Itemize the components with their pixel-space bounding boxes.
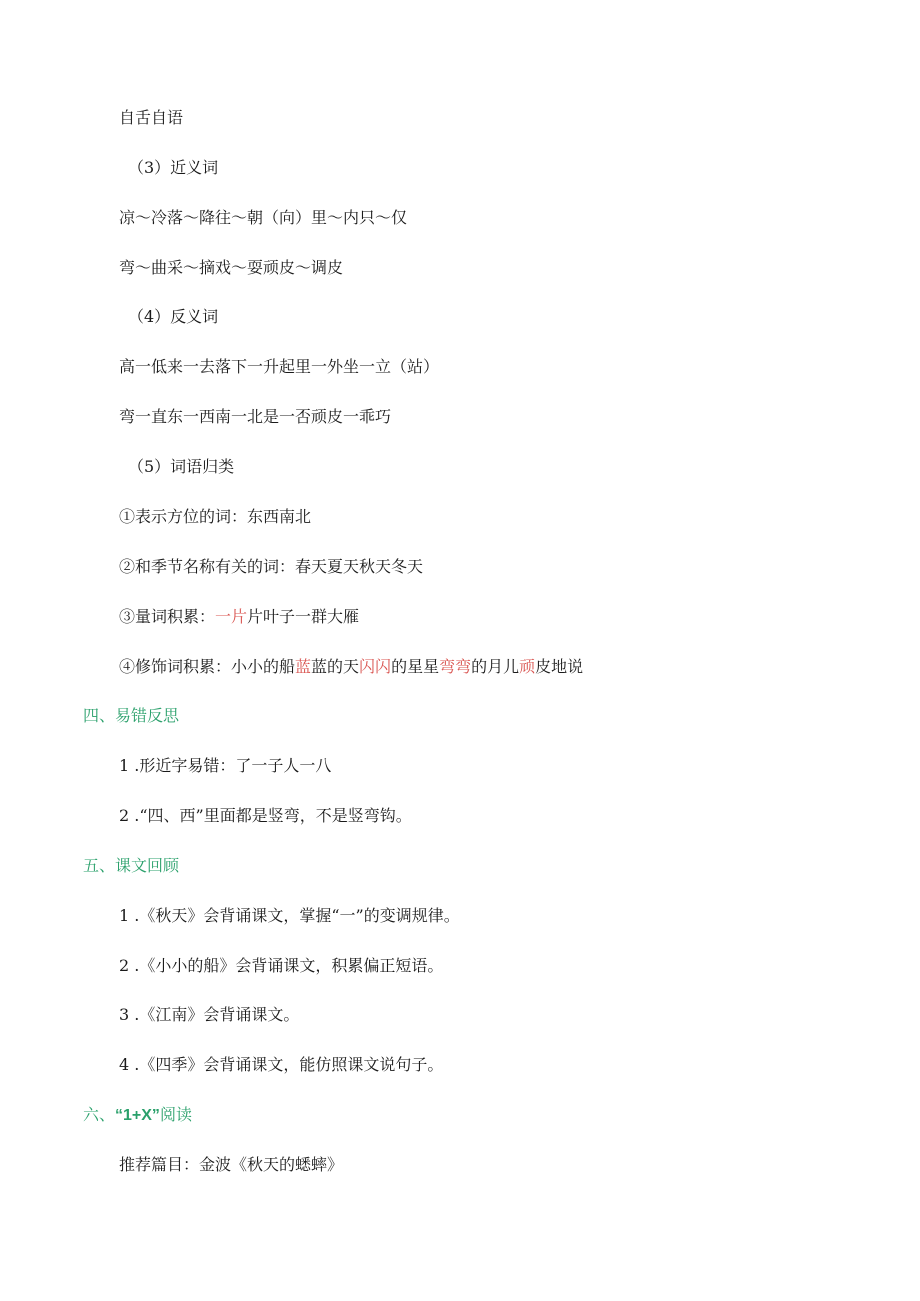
- text-line: 推荐篇目：金波《秋天的蟋蟀》: [119, 1155, 344, 1174]
- text-line: 自舌自语: [119, 108, 184, 127]
- text-line: 1 .形近字易错：了一子人一八: [119, 756, 332, 775]
- highlight-segment: 顽: [519, 657, 536, 676]
- text-line: 3 .《江南》会背诵课文。: [119, 1005, 300, 1024]
- highlight-segment: 蓝: [295, 657, 312, 676]
- section-heading-review: 五、课文回顾: [83, 856, 180, 875]
- text-segment: 片叶子一群大雁: [247, 607, 360, 626]
- highlight-segment: 一片: [215, 607, 248, 626]
- text-line: [119, 656, 583, 678]
- heading-segment: 六、: [83, 1105, 116, 1124]
- text-segment: 的星星: [391, 657, 440, 676]
- text-line: 弯一直东一西南一北是一否顽皮一乖巧: [119, 407, 392, 426]
- text-line: 2 .《小小的船》会背诵课文，积累偏正短语。: [119, 956, 444, 975]
- text-line: 2 .“四、西”里面都是竖弯，不是竖弯钩。: [119, 806, 412, 825]
- section-heading-reading: [83, 1104, 192, 1126]
- text-line: 4 .《四季》会背诵课文，能仿照课文说句子。: [119, 1055, 444, 1074]
- subsection-title-classification: （5）词语归类: [128, 457, 235, 476]
- text-line: ②和季节名称有关的词：春天夏天秋天冬天: [119, 557, 424, 576]
- text-line: ①表示方位的词：东西南北: [119, 507, 312, 526]
- text-segment: 皮地说: [535, 657, 584, 676]
- section-heading-errors: 四、易错反思: [83, 706, 180, 725]
- heading-segment: 阅读: [159, 1105, 192, 1124]
- text-line: 凉～冷落～降往～朝（向）里～内只～仅: [119, 208, 408, 227]
- text-line: 高一低来一去落下一升起里一外坐一立（站）: [119, 357, 440, 376]
- highlight-segment: 弯弯: [439, 657, 472, 676]
- text-segment: ③量词积累：: [119, 607, 216, 626]
- subsection-title-antonyms: （4）反义词: [128, 307, 219, 326]
- heading-segment-bold: “1+X”: [115, 1107, 160, 1124]
- text-line: 弯～曲采～摘戏～耍顽皮～调皮: [119, 258, 344, 277]
- subsection-title-synonyms: （3）近义词: [128, 158, 219, 177]
- highlight-segment: 闪闪: [359, 657, 392, 676]
- text-segment: ④修饰词积累：小小的船: [119, 657, 296, 676]
- text-segment: 的月儿: [471, 657, 520, 676]
- text-segment: 蓝的天: [311, 657, 360, 676]
- text-line: 1 .《秋天》会背诵课文，掌握“一”的变调规律。: [119, 906, 460, 925]
- text-line: [119, 606, 359, 628]
